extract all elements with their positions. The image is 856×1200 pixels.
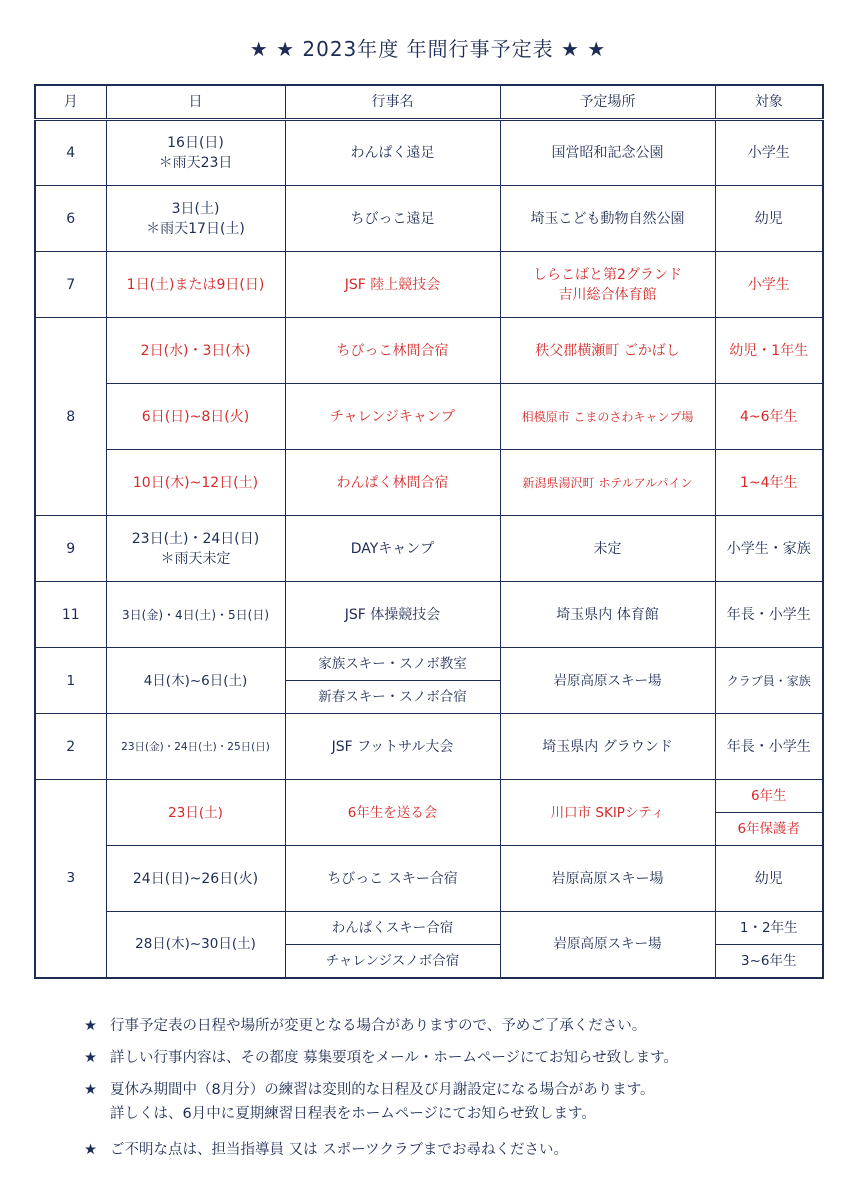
note-text: 夏休み期間中（8月分）の練習は変則的な日程及び月謝設定になる場合があります。	[110, 1082, 655, 1098]
event-cell: チャレンジキャンプ	[285, 384, 500, 450]
day-cell: 1日(土)または9日(日)	[106, 252, 285, 318]
note-text: 詳しい行事内容は、その都度 募集要項をメール・ホームページにてお知らせ致します。	[110, 1050, 678, 1066]
day-cell: 3日(金)・4日(土)・5日(日)	[106, 582, 285, 648]
month-cell: 8	[35, 318, 106, 516]
star-icon: ★	[84, 1018, 97, 1034]
month-cell: 9	[35, 516, 106, 582]
day-cell: 28日(木)~30日(土)	[106, 912, 285, 978]
event-cell: わんぱくスキー合宿	[285, 912, 500, 945]
event-cell: わんぱく遠足	[285, 120, 500, 186]
target-cell: 1・2年生	[715, 912, 823, 945]
place-cell: しらこばと第2グランド 吉川総合体育館	[500, 252, 715, 318]
table-row	[35, 912, 823, 945]
event-cell: チャレンジスノボ合宿	[285, 945, 500, 978]
table-row	[35, 714, 823, 780]
place-cell: 埼玉県内 グラウンド	[500, 714, 715, 780]
place-cell: 新潟県湯沢町 ホテルアルパイン	[500, 450, 715, 516]
event-cell: JSF フットサル大会	[285, 714, 500, 780]
note-item	[84, 1046, 824, 1070]
table-row	[35, 120, 823, 186]
target-cell: 3~6年生	[715, 945, 823, 978]
target-cell: 6年保護者	[715, 813, 823, 846]
target-cell: 小学生・家族	[715, 516, 823, 582]
target-cell: 幼児	[715, 846, 823, 912]
note-item	[84, 1014, 824, 1038]
target-cell: 小学生	[715, 252, 823, 318]
star-icon: ★	[84, 1082, 97, 1098]
header-event: 行事名	[285, 85, 500, 120]
table-row	[35, 780, 823, 813]
month-cell: 3	[35, 780, 106, 978]
target-cell: 年長・小学生	[715, 582, 823, 648]
place-cell: 埼玉こども動物自然公園	[500, 186, 715, 252]
day-cell: 3日(土) ＊雨天17日(土)	[106, 186, 285, 252]
note-text: 行事予定表の日程や場所が変更となる場合がありますので、予めご了承ください。	[110, 1018, 647, 1034]
month-cell: 6	[35, 186, 106, 252]
day-cell: 4日(木)~6日(土)	[106, 648, 285, 714]
table-row	[35, 648, 823, 681]
notes-list	[84, 1014, 824, 1170]
note-text: ご不明な点は、担当指導員 又は スポーツクラブまでお尋ねください。	[110, 1142, 568, 1158]
header-target: 対象	[715, 85, 823, 120]
target-cell: 幼児・1年生	[715, 318, 823, 384]
schedule-table	[34, 84, 824, 979]
day-cell: 23日(土)・24日(日) ＊雨天未定	[106, 516, 285, 582]
place-cell: 未定	[500, 516, 715, 582]
target-cell: 小学生	[715, 120, 823, 186]
day-cell: 10日(木)~12日(土)	[106, 450, 285, 516]
month-cell: 11	[35, 582, 106, 648]
star-icon: ★	[84, 1142, 97, 1158]
table-row	[35, 516, 823, 582]
place-cell: 川口市 SKIPシティ	[500, 780, 715, 846]
table-row	[35, 252, 823, 318]
day-cell: 23日(金)・24日(土)・25日(日)	[106, 714, 285, 780]
target-cell: クラブ員・家族	[715, 648, 823, 714]
note-item	[84, 1138, 824, 1162]
header-place: 予定場所	[500, 85, 715, 120]
header-row	[35, 85, 823, 120]
place-cell: 埼玉県内 体育館	[500, 582, 715, 648]
day-cell: 2日(水)・3日(木)	[106, 318, 285, 384]
place-cell: 岩原高原スキー場	[500, 912, 715, 978]
month-cell: 2	[35, 714, 106, 780]
event-cell: DAYキャンプ	[285, 516, 500, 582]
table-row	[35, 582, 823, 648]
month-cell: 4	[35, 120, 106, 186]
event-cell: ちびっこ林間合宿	[285, 318, 500, 384]
page-title: ★ ★ 2023年度 年間行事予定表 ★ ★	[249, 37, 607, 61]
table-row	[35, 186, 823, 252]
month-cell: 1	[35, 648, 106, 714]
place-cell: 岩原高原スキー場	[500, 846, 715, 912]
star-icon: ★	[84, 1050, 97, 1066]
note-text-continued: 詳しくは、6月中に夏期練習日程表をホームページにてお知らせ致します。	[110, 1106, 596, 1122]
target-cell: 幼児	[715, 186, 823, 252]
table-row	[35, 384, 823, 450]
event-cell: JSF 陸上競技会	[285, 252, 500, 318]
event-cell: ちびっこ スキー合宿	[285, 846, 500, 912]
table-row	[35, 318, 823, 384]
place-cell: 秩父郡横瀬町 ごかばし	[500, 318, 715, 384]
table-row	[35, 846, 823, 912]
header-day: 日	[106, 85, 285, 120]
target-cell: 4~6年生	[715, 384, 823, 450]
table-row	[35, 450, 823, 516]
header-month: 月	[35, 85, 106, 120]
day-cell: 23日(土)	[106, 780, 285, 846]
place-cell: 国営昭和記念公園	[500, 120, 715, 186]
event-cell: わんぱく林間合宿	[285, 450, 500, 516]
event-cell: JSF 体操競技会	[285, 582, 500, 648]
place-cell: 岩原高原スキー場	[500, 648, 715, 714]
event-cell: 新春スキー・スノボ合宿	[285, 681, 500, 714]
target-cell: 年長・小学生	[715, 714, 823, 780]
day-cell: 6日(日)~8日(火)	[106, 384, 285, 450]
event-cell: 6年生を送る会	[285, 780, 500, 846]
day-cell: 24日(日)~26日(火)	[106, 846, 285, 912]
target-cell: 6年生	[715, 780, 823, 813]
target-cell: 1~4年生	[715, 450, 823, 516]
note-item	[84, 1078, 824, 1126]
event-cell: ちびっこ遠足	[285, 186, 500, 252]
event-cell: 家族スキー・スノボ教室	[285, 648, 500, 681]
place-cell: 相模原市 こまのさわキャンプ場	[500, 384, 715, 450]
day-cell: 16日(日) ＊雨天23日	[106, 120, 285, 186]
month-cell: 7	[35, 252, 106, 318]
